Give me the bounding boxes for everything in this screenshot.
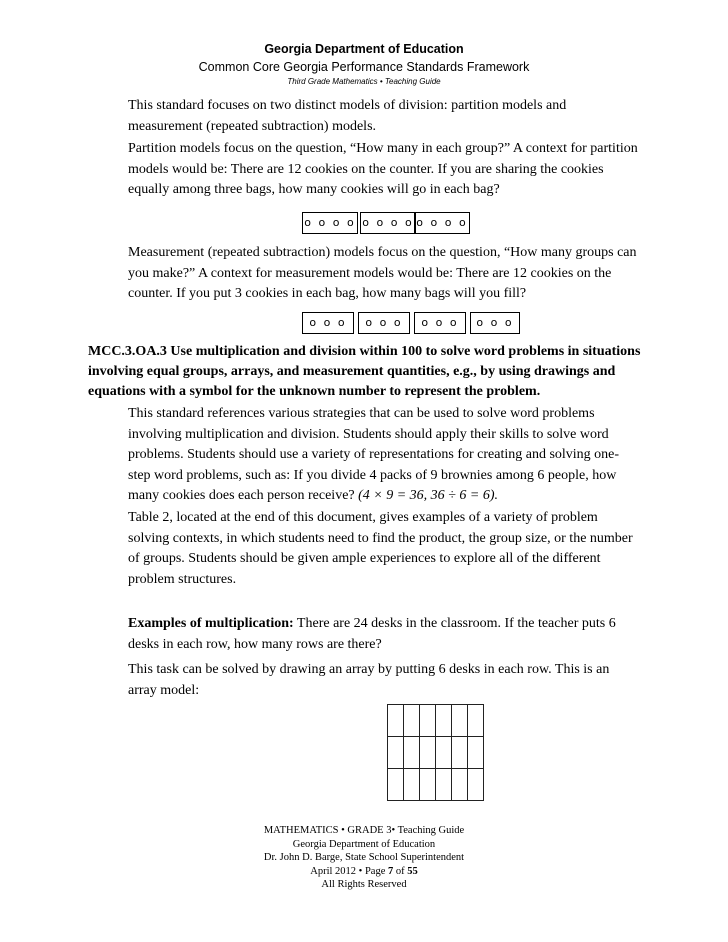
array-cell <box>435 736 452 769</box>
paragraph-partition-models: Partition models focus on the question, “How many in each group?” A context for partition models would be: There are 12 cookies on the counter. If you are sharing the cookies equally among three bags, how many cookies will go in each bag? <box>128 141 638 197</box>
paragraph-division-models: This standard focuses on two distinct models of division: partition models and measurement (repeated subtraction) models. <box>128 98 567 134</box>
array-cell <box>419 736 436 769</box>
footer-line3: Dr. John D. Barge, State School Superintendent <box>263 852 465 863</box>
footer-line1: MATHEMATICS • GRADE 3• Teaching Guide <box>263 825 465 836</box>
array-cell <box>419 768 436 801</box>
cookie-group-box: o o o <box>470 312 520 334</box>
cookie-group-box: o o o <box>302 312 354 334</box>
paragraph-array: This task can be solved by drawing an array by putting 6 desks in each row. This is an array model: <box>128 662 610 698</box>
array-cell <box>403 768 420 801</box>
footer-date: April 2012 • Page <box>310 865 388 877</box>
array-cell <box>451 768 468 801</box>
array-cell <box>403 736 420 769</box>
footer-of: of <box>393 865 408 877</box>
header-subtitle: Third Grade Mathematics • Teaching Guide <box>287 77 441 86</box>
array-cell <box>451 704 468 737</box>
footer-line4 <box>0 865 728 879</box>
standard-heading: MCC.3.OA.3 Use multiplication and division within 100 to solve word problems in situations involving equal groups, arrays, and measurement quantities, e.g., by using drawings and equations with a symbol for the unknown number to represent the problem. <box>88 344 641 399</box>
array-cell <box>467 736 484 769</box>
example-label: Examples of multiplication: <box>128 616 294 631</box>
cookie-group-box: o o o o <box>414 212 470 234</box>
header-org: Georgia Department of Education <box>264 42 464 56</box>
paragraph-measurement-models: Measurement (repeated subtraction) models focus on the question, “How many groups can you make?” A context for measurement models would be: There are 12 cookies on the counter. If you put 3 cookies in each bag, how many bags will you fill? <box>128 245 637 301</box>
footer-page: 7 <box>388 865 394 877</box>
header-framework: Common Core Georgia Performance Standards Framework <box>198 60 530 74</box>
array-cell <box>467 704 484 737</box>
example-text: There are 24 desks in the classroom. If the teacher puts 6 desks in each row, how many rows are there? <box>128 616 616 652</box>
footer-total: 55 <box>407 865 418 877</box>
cookie-group-box: o o o o <box>302 212 358 234</box>
array-model <box>388 705 484 801</box>
paragraph-table2: Table 2, located at the end of this document, gives examples of a variety of problem solving contexts, in which students need to find the product, the group size, or the number of groups. Students should be given ample experiences to explore all of the different problem structures. <box>128 510 633 587</box>
footer-line2: Georgia Department of Education <box>292 838 436 850</box>
array-cell <box>403 704 420 737</box>
paragraph-strategies <box>128 404 638 507</box>
array-cell <box>387 768 404 801</box>
array-cell <box>451 736 468 769</box>
array-cell <box>435 704 452 737</box>
cookie-group-box: o o o o <box>360 212 416 234</box>
array-cell <box>467 768 484 801</box>
strategies-text: This standard references various strategies that can be used to solve word problems involving multiplication and division. Students should apply their skills to solve word problems. Students should use a variety of representations for creating and solving one-step word problems, such as: If you divide 4 packs of 9 brownies among 6 people, how many cookies does each person receive? <box>128 406 620 503</box>
strategies-equation: (4 × 9 = 36, 36 ÷ 6 = 6). <box>358 488 498 503</box>
array-cell <box>435 768 452 801</box>
array-cell <box>387 704 404 737</box>
paragraph-example <box>128 614 638 655</box>
footer <box>0 824 728 892</box>
cookie-group-box: o o o <box>414 312 466 334</box>
array-cell <box>387 736 404 769</box>
cookie-group-box: o o o <box>358 312 410 334</box>
array-cell <box>419 704 436 737</box>
footer-line5: All Rights Reserved <box>321 879 407 890</box>
